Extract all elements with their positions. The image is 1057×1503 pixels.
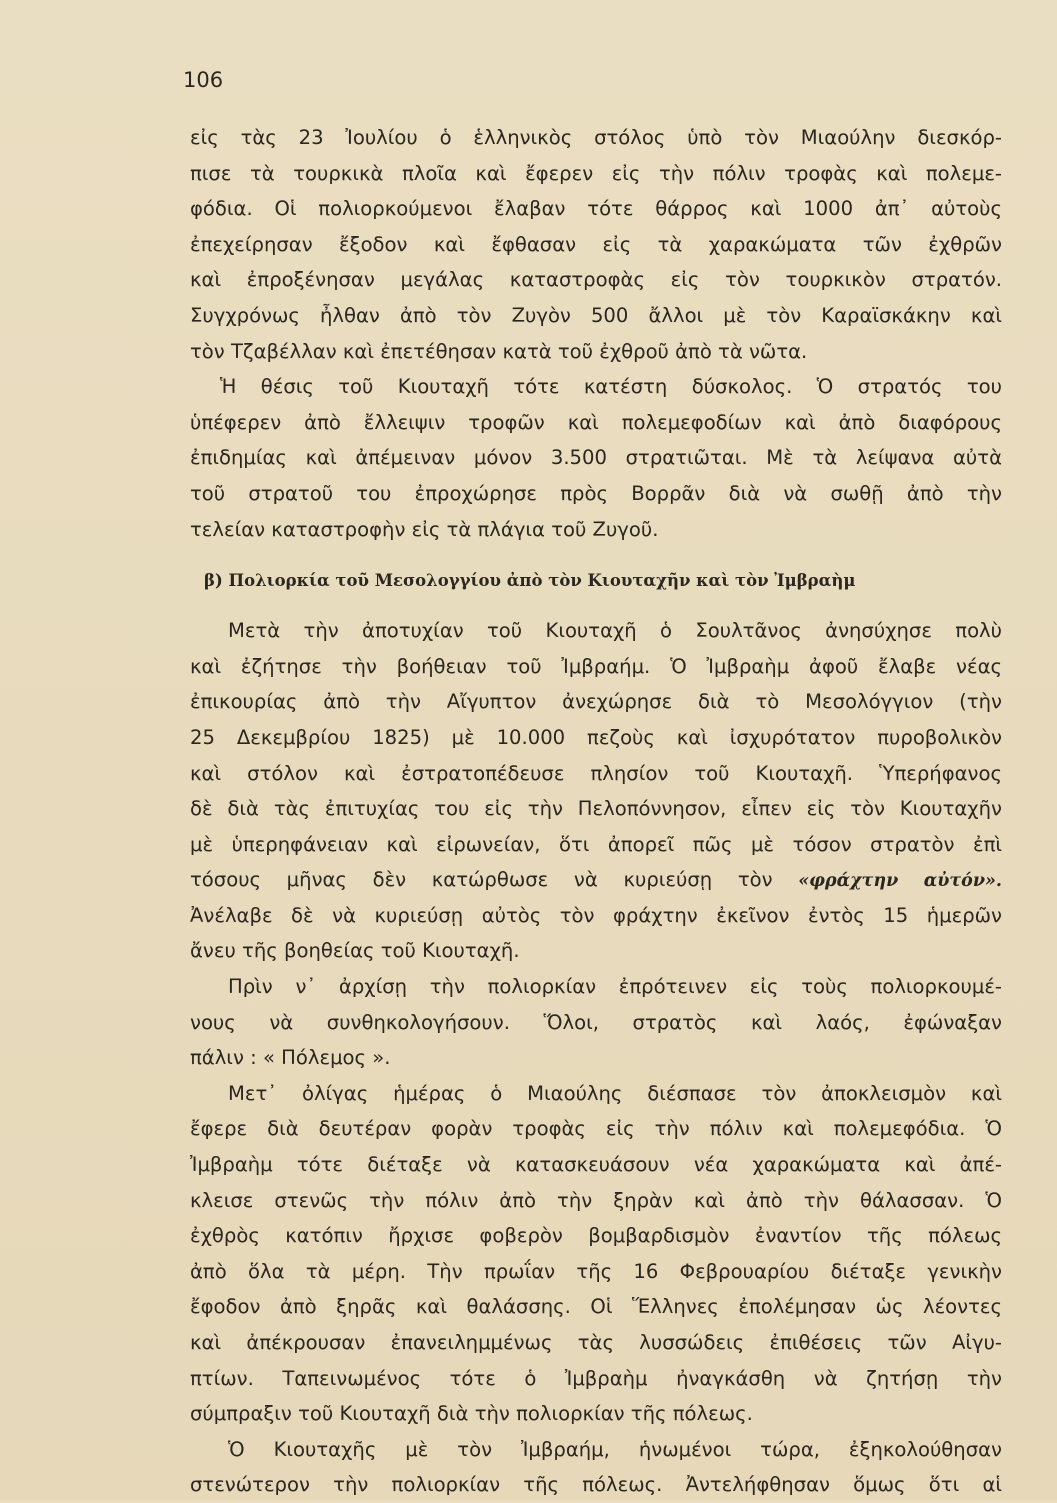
text-line: δὲ διὰ τὰς ἐπιτυχίας του εἰς τὴν Πελοπόννησον, εἶπεν εἰς τὸν Κιουταχῆν — [190, 797, 1002, 821]
text-line: Μετ᾿ ὀλίγας ἡμέρας ὁ Μιαούλης διέσπασε τὸν ἀποκλεισμὸν καὶ — [228, 1081, 1002, 1105]
text-line: κλεισε στενῶς τὴν πόλιν ἀπὸ τὴν ξηρὰν καὶ ἀπὸ τὴν θάλασσαν. Ὁ — [190, 1188, 1002, 1212]
paragraph-6 — [190, 1432, 1002, 1503]
text-line: καὶ ἀπέκρουσαν ἐπανειλημμένως τὰς λυσσώδεις ἐπιθέσεις τῶν Αἰγυ- — [190, 1331, 1002, 1354]
paragraph-2 — [190, 369, 1002, 547]
text-line: Συγχρόνως ἦλθαν ἀπὸ τὸν Ζυγὸν 500 ἄλλοι μὲ τὸν Καραϊσκάκην καὶ — [190, 303, 1002, 327]
text-line: ἐπικουρίας ἀπὸ τὴν Αἴγυπτον ἀνεχώρησε διὰ τὸ Μεσολόγγιον (τὴν — [190, 690, 1002, 714]
text-line: φόδια. Οἱ πολιορκούμενοι ἔλαβαν τότε θάρρος καὶ 1000 ἀπ᾿ αὐτοὺς — [190, 197, 1002, 221]
body-text — [190, 120, 1002, 1503]
text-line: πτίων. Ταπεινωμένος τότε ὁ Ἰμβραὴμ ἠναγκάσθη νὰ ζητήσῃ τὴν — [190, 1366, 1002, 1390]
text-segment: τόσους μῆνας δὲν κατώρθωσε νὰ κυριεύσῃ τὸν — [190, 868, 773, 892]
paragraph-4 — [190, 969, 1002, 1076]
text-line: Ἰμβραὴμ τότε διέταξε νὰ κατασκευάσουν νέα χαρακώματα καὶ ἀπέ- — [190, 1153, 1002, 1177]
paragraph-1 — [190, 120, 1002, 369]
text-line: Μετὰ τὴν ἀποτυχίαν τοῦ Κιουταχῆ ὁ Σουλτᾶνος ἀνησύχησε πολὺ — [228, 619, 1002, 643]
paragraph-5 — [190, 1076, 1002, 1432]
text-line: ὑπέφερεν ἀπὸ ἔλλειψιν τροφῶν καὶ πολεμεφοδίων καὶ ἀπὸ διαφόρους — [190, 410, 1002, 434]
text-line: ἐπεχείρησαν ἔξοδον καὶ ἔφθασαν εἰς τὰ χαρακώματα τῶν ἐχθρῶν — [190, 232, 1002, 256]
section-heading: β) Πολιορκία τοῦ Μεσολογγίου ἀπὸ τὸν Κιουταχῆν καὶ τὸν Ἰμβραὴμ — [204, 571, 856, 591]
text-line: ἔφοδον ἀπὸ ξηρᾶς καὶ θαλάσσης. Οἱ Ἕλληνες ἐπολέμησαν ὡς λέοντες — [190, 1295, 1002, 1319]
text-line-with-emphasis — [190, 862, 1002, 898]
text-line: καὶ στόλον καὶ ἐστρατοπέδευσε πλησίον τοῦ Κιουταχῆ. Ὑπερήφανος — [190, 761, 1002, 785]
text-line: στενώτερον τὴν πολιορκίαν τῆς πόλεως. Ἀντελήφθησαν ὅμως ὅτι αἱ — [190, 1473, 1002, 1497]
text-line: ἀπὸ ὅλα τὰ μέρη. Τὴν πρωΐαν τῆς 16 Φεβρουαρίου διέταξε γενικὴν — [190, 1259, 1002, 1283]
text-line: μὲ ὑπερηφάνειαν καὶ εἰρωνείαν, ὅτι ἀπορεῖ πῶς μὲ τόσον στρατὸν ἐπὶ — [190, 832, 1002, 856]
text-line: ἔφερε διὰ δευτέραν φορὰν τροφὰς εἰς τὴν πόλιν καὶ πολεμεφόδια. Ὁ — [190, 1117, 1002, 1141]
text-line: πάλιν : « Πόλεμος ». — [190, 1046, 391, 1070]
text-line: Ὁ Κιουταχῆς μὲ τὸν Ἰμβραήμ, ἡνωμένοι τώρα, ἐξηκολούθησαν — [228, 1437, 1002, 1461]
emphasized-quote: «φράχτην αὐτόν». — [798, 871, 1002, 892]
text-line: τοῦ στρατοῦ του ἐπροχώρησε πρὸς Βορρᾶν διὰ νὰ σωθῇ ἀπὸ τὴν — [190, 481, 1002, 505]
text-line: τελείαν καταστροφὴν εἰς τὰ πλάγια τοῦ Ζυγοῦ. — [190, 517, 659, 541]
text-line: Ἀνέλαβε δὲ νὰ κυριεύσῃ αὐτὸς τὸν φράχτην ἐκεῖνον ἐντὸς 15 ἡμερῶν — [190, 903, 1002, 927]
text-line: 25 Δεκεμβρίου 1825) μὲ 10.000 πεζοὺς καὶ ἰσχυρότατον πυροβολικὸν — [190, 725, 1002, 749]
text-line: ἐχθρὸς κατόπιν ἤρχισε φοβερὸν βομβαρδισμὸν ἐναντίον τῆς πόλεως — [190, 1224, 1002, 1248]
text-line: πισε τὰ τουρκικὰ πλοῖα καὶ ἔφερεν εἰς τὴν πόλιν τροφὰς καὶ πολεμε- — [190, 161, 1002, 185]
text-line: εἰς τὰς 23 Ἰουλίου ὁ ἑλληνικὸς στόλος ὑπὸ τὸν Μιαούλην διεσκόρ- — [190, 126, 1002, 149]
text-line: ἐπιδημίας καὶ ἀπέμειναν μόνον 3.500 στρατιῶται. Μὲ τὰ λείψανα αὐτὰ — [190, 446, 1002, 470]
text-line: καὶ ἐζήτησε τὴν βοήθειαν τοῦ Ἰμβραήμ. Ὁ Ἰμβραὴμ ἀφοῦ ἔλαβε νέας — [190, 654, 1002, 678]
text-line: ἄνευ τῆς βοηθείας τοῦ Κιουταχῆ. — [190, 939, 520, 963]
text-line: καὶ ἐπροξένησαν μεγάλας καταστροφὰς εἰς τὸν τουρκικὸν στρατόν. — [190, 268, 1002, 292]
text-line: τὸν Τζαβέλλαν καὶ ἐπετέθησαν κατὰ τοῦ ἐχθροῦ ἀπὸ τὰ νῶτα. — [190, 339, 808, 363]
page-number: 106 — [183, 68, 224, 92]
text-line: νους νὰ συνθηκολογήσουν. Ὅλοι, στρατὸς καὶ λαός, ἐφώναξαν — [190, 1010, 1002, 1034]
text-line: σύμπραξιν τοῦ Κιουταχῆ διὰ τὴν πολιορκίαν τῆς πόλεως. — [190, 1402, 753, 1426]
text-line: Ἡ θέσις τοῦ Κιουταχῆ τότε κατέστη δύσκολος. Ὁ στρατός του — [220, 375, 1002, 399]
paragraph-3 — [190, 613, 1002, 969]
text-line: Πρὶν ν᾿ ἀρχίσῃ τὴν πολιορκίαν ἐπρότεινεν εἰς τοὺς πολιορκουμέ- — [228, 975, 1002, 999]
